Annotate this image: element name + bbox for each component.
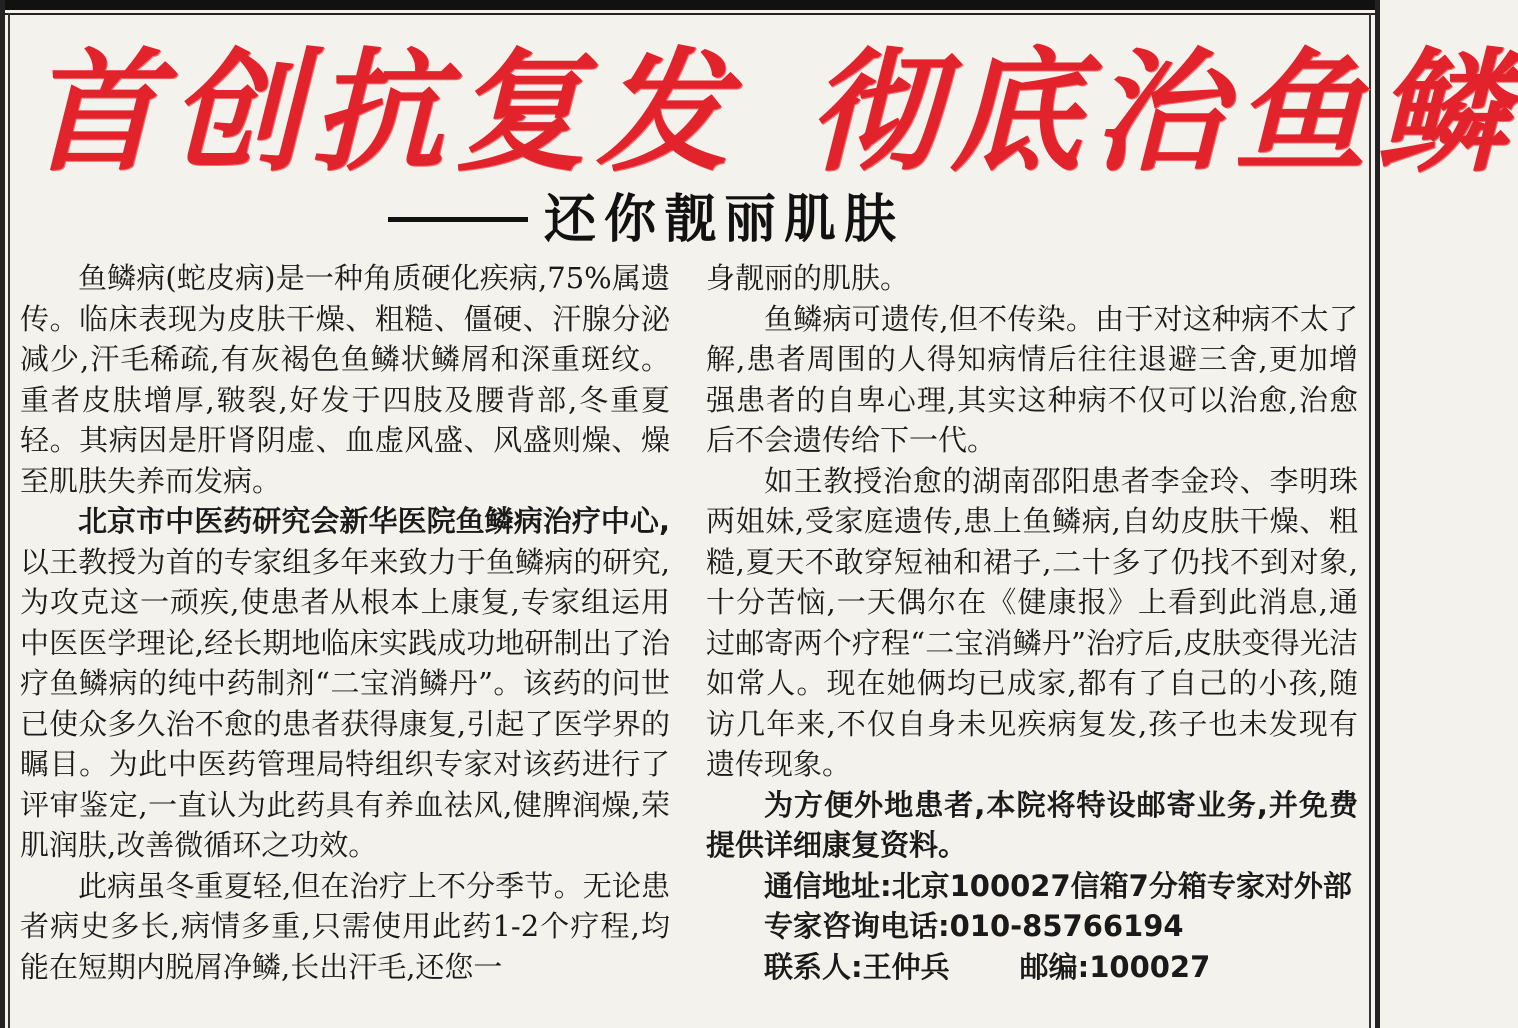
- consult-phone: 专家咨询电话:010-85766194: [764, 909, 1184, 943]
- center-name: 北京市中医药研究会新华医院鱼鳞病治疗中心,: [78, 504, 670, 538]
- postcode: 邮编:100027: [1019, 949, 1211, 984]
- headline: [28, 28, 1518, 198]
- subtitle-text: 还你靓丽肌肤: [544, 190, 905, 250]
- top-border-rule: [0, 13, 1380, 15]
- top-border: [0, 0, 1380, 10]
- paragraph-contagion: 鱼鳞病可遗传,但不传染。由于对这种病不太了解,患者周围的人得知病情后往往退避三舍,更加增强患者的自卑心理,其实这种病不仅可以治愈,治愈后不会遗传给下一代。: [706, 301, 1358, 457]
- paragraph-continuation: 身靓丽的肌肤。: [706, 261, 910, 295]
- left-border-rule: [8, 13, 10, 1028]
- left-border: [0, 0, 5, 1028]
- subtitle-dash: [388, 217, 528, 222]
- subtitle: [388, 185, 904, 255]
- paragraph-treatment: 此病虽冬重夏轻,但在治疗上不分季节。无论患者病史多长,病情多重,只需使用此药1-2个疗程,均能在短期内脱屑净鳞,长出汗毛,还您一: [20, 868, 670, 984]
- headline-part2: 彻底治鱼鳞: [808, 35, 1518, 190]
- paragraph-mail-service: 为方便外地患者,本院将特设邮寄业务,并免费提供详细康复资料。: [706, 787, 1358, 862]
- left-column: [20, 258, 670, 987]
- contact-line: [706, 947, 1358, 988]
- right-column: [706, 258, 1358, 987]
- paragraph-center: [20, 501, 670, 866]
- mailing-address: 通信地址:北京100027信箱7分箱专家对外部: [764, 868, 1352, 903]
- headline-part1: 首创抗复发: [28, 35, 738, 190]
- contact-person: 联系人:王仲兵: [764, 949, 950, 984]
- paragraph-case-study: 如王教授治愈的湖南邵阳患者李金玲、李明珠两姐妹,受家庭遗传,患上鱼鳞病,自幼皮肤干燥、粗糙,夏天不敢穿短袖和裙子,二十多了仍找不到对象,十分苦恼,一天偶尔在《健康报》上看到此消息,通过邮寄两个疗程“二宝消鳞丹”治疗后,皮肤变得光洁如常人。现在她俩均已成家,都有了自己的小孩,随访几年来,不仅自身未见疾病复发,孩子也未发现有遗传现象。: [706, 463, 1358, 781]
- center-description: 以王教授为首的专家组多年来致力于鱼鳞病的研究,为攻克这一顽疾,使患者从根本上康复,专家组运用中医医学理论,经长期地临床实践成功地研制出了治疗鱼鳞病的纯中药制剂“二宝消鳞丹”。该药的问世已使众多久治不愈的患者获得康复,引起了医学界的瞩目。为此中医药管理局特组织专家对该药进行了评审鉴定,一直认为此药具有养血祛风,健脾润燥,荣肌润肤,改善微循环之功效。: [20, 544, 670, 862]
- paragraph-intro: 鱼鳞病(蛇皮病)是一种角质硬化疾病,75%属遗传。临床表现为皮肤干燥、粗糙、僵硬、汗腺分泌减少,汗毛稀疏,有灰褐色鱼鳞状鳞屑和深重斑纹。重者皮肤增厚,皲裂,好发于四肢及腰背部,冬重夏轻。其病因是肝肾阴虚、血虚风盛、风盛则燥、燥至肌肤失养而发病。: [20, 261, 670, 498]
